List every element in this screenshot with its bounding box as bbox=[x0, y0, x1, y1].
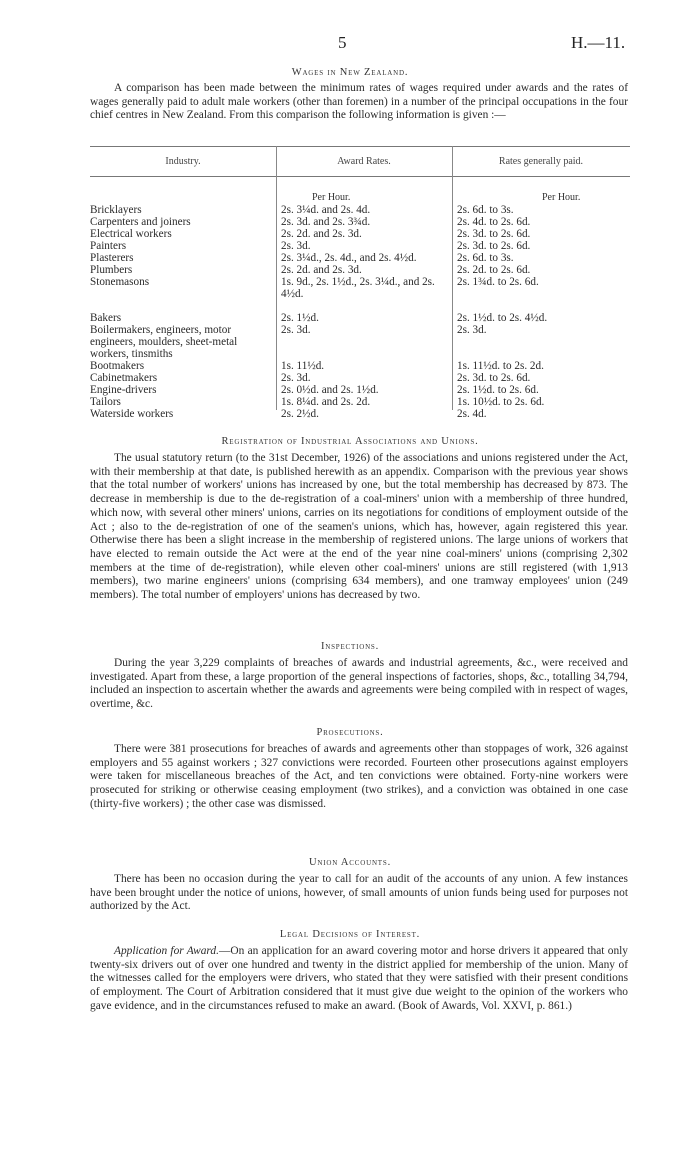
inspections-text: During the year 3,229 complaints of breaches of awards and industrial agreements, &c., were received and investigated. Apart from these, a large proportion of the general inspections of factories, shops, &c., totalling 34,794, included an inspection to ascertain whether the awards and agreements were being compiled with in respect of wages, overtime, &c. bbox=[90, 657, 628, 711]
table-cell-general: 2s. 2d. to 2s. 6d. bbox=[457, 264, 531, 276]
table-cell-industry: Stonemasons bbox=[90, 276, 150, 288]
table-cell-industry: Boilermakers, engineers, motor engineers, moulders, sheet-metal workers, tinsmiths bbox=[90, 324, 238, 360]
table-cell-industry: Waterside workers bbox=[90, 408, 174, 420]
wages-intro bbox=[90, 82, 628, 123]
wages-intro-text: A comparison has been made between the minimum rates of wages required under awards and the rates of wages generally paid to adult male workers (other than foremen) in a number of the principal occupations in the four chief centres in New Zealand. From this comparison the following information is given :— bbox=[90, 82, 628, 122]
table-cell-general: 2s. 3d. to 2s. 6d. bbox=[457, 372, 531, 384]
table-cell-industry: Bakers bbox=[90, 312, 122, 324]
prosecutions-paragraph bbox=[90, 743, 628, 812]
table-cell-award: 2s. 2d. and 2s. 3d. bbox=[281, 264, 362, 276]
table-cell-award: 2s. 2½d. bbox=[281, 408, 319, 420]
table-cell-industry: Cabinetmakers bbox=[90, 372, 158, 384]
table-cell-award: 1s. 9d., 2s. 1½d., 2s. 3¼d., and 2s. 4½d. bbox=[281, 276, 435, 300]
table-cell-award: 2s. 2d. and 2s. 3d. bbox=[281, 228, 362, 240]
table-cell-general: 2s. 1½d. to 2s. 4½d. bbox=[457, 312, 548, 324]
table-cell-industry: Painters bbox=[90, 240, 127, 252]
table-cell-general: 2s. 1½d. to 2s. 6d. bbox=[457, 384, 539, 396]
table-row bbox=[90, 409, 630, 421]
wages-table bbox=[90, 146, 630, 420]
column-header-award-rates: Award Rates. bbox=[337, 156, 391, 167]
table-top-rule bbox=[90, 146, 630, 147]
table-cell-award: 2s. 1½d. bbox=[281, 312, 319, 324]
table-cell-general: 2s. 4d. bbox=[457, 408, 487, 420]
registration-heading: Registration of Industrial Associations and Unions. bbox=[221, 436, 479, 447]
table-cell-award: 2s. 3¼d. and 2s. 4d. bbox=[281, 204, 371, 216]
registration-text: The usual statutory return (to the 31st December, 1926) of the associations and unions registered under the Act, with their membership at that date, is published herewith as an appendix. Comparison with the previous year shows that the total number of workers' unions has increased by one, but the total membership has decreased by 873. The decrease in membership is due to the de-registration of a coal-miners' union with a membership of three hundred, which now, with several other miners' unions, carries on its negotiations for conditions of employment outside of the Act ; also to the de-registration of one of the seamen's unions, which has, however, again registered this year. Otherwise there has been a slight increase in the membership of registered unions. The large unions of workers that have elected to remain outside the Act were at the end of the year nine coal-miners' unions (comprising 2,302 members at the time of de-registration), while eleven other coal-miners' unions are still registered (with 1,913 members), two marine engineers' unions (comprising 634 members), and one tramway employees' union (249 members). The total number of employers' unions has decreased by two. bbox=[90, 452, 628, 602]
table-row bbox=[90, 361, 630, 373]
column-header-general-rates: Rates generally paid. bbox=[498, 156, 584, 167]
table-cell-general: 2s. 3d. to 2s. 6d. bbox=[457, 240, 531, 252]
table-cell-award: 2s. 3d. bbox=[281, 324, 311, 336]
registration-paragraph bbox=[90, 452, 628, 603]
table-cell-general: 2s. 1¾d. to 2s. 6d. bbox=[457, 276, 539, 288]
table-cell-award: 2s. 3d. bbox=[281, 240, 311, 252]
table-cell-award: 2s. 3d. and 2s. 3¾d. bbox=[281, 216, 371, 228]
legal-heading: Legal Decisions of Interest. bbox=[279, 929, 421, 940]
table-cell-industry: Carpenters and joiners bbox=[90, 216, 191, 228]
legal-paragraph bbox=[90, 945, 628, 1014]
table-cell-general: 2s. 6d. to 3s. bbox=[457, 252, 514, 264]
legal-text bbox=[90, 945, 628, 1014]
table-cell-general: 1s. 10½d. to 2s. 6d. bbox=[457, 396, 545, 408]
legal-lead: Application for Award. bbox=[114, 945, 219, 957]
award-unit-label: Per Hour. bbox=[312, 192, 351, 203]
table-cell-general: 2s. 4d. to 2s. 6d. bbox=[457, 216, 531, 228]
table-cell-general: 1s. 11½d. to 2s. 2d. bbox=[457, 360, 544, 372]
document-reference: H.—11. bbox=[571, 33, 626, 52]
table-cell-general: 2s. 6d. to 3s. bbox=[457, 204, 514, 216]
table-cell-industry: Bootmakers bbox=[90, 360, 145, 372]
prosecutions-heading: Prosecutions. bbox=[316, 727, 384, 738]
general-unit-label: Per Hour. bbox=[542, 192, 581, 203]
table-cell-industry: Plasterers bbox=[90, 252, 134, 264]
table-row bbox=[90, 277, 630, 301]
union-accounts-paragraph bbox=[90, 873, 628, 914]
table-cell-award: 2s. 3d. bbox=[281, 372, 311, 384]
table-row bbox=[90, 229, 630, 241]
page-number: 5 bbox=[338, 33, 347, 52]
table-cell-industry: Plumbers bbox=[90, 264, 133, 276]
table-cell-industry: Tailors bbox=[90, 396, 121, 408]
table-cell-award: 1s. 8¼d. and 2s. 2d. bbox=[281, 396, 371, 408]
union-accounts-heading: Union Accounts. bbox=[308, 857, 391, 868]
table-cell-award: 1s. 11½d. bbox=[281, 360, 325, 372]
inspections-paragraph bbox=[90, 657, 628, 712]
table-cell-industry: Engine-drivers bbox=[90, 384, 157, 396]
table-row bbox=[90, 325, 630, 361]
table-cell-industry: Electrical workers bbox=[90, 228, 172, 240]
column-header-industry: Industry. bbox=[165, 156, 201, 167]
table-header-rule bbox=[90, 176, 630, 177]
union-accounts-text: There has been no occasion during the year to call for an audit of the accounts of any union. A few instances have been brought under the notice of unions, however, of small amounts of union funds being used for purposes not authorized by the Act. bbox=[90, 873, 628, 913]
table-cell-award: 2s. 3¼d., 2s. 4d., and 2s. 4½d. bbox=[281, 252, 417, 264]
wages-heading: Wages in New Zealand. bbox=[291, 67, 409, 78]
prosecutions-text: There were 381 prosecutions for breaches of awards and agreements other than stoppages of work, 326 against employers and 55 against workers ; 327 convictions were recorded. Fourteen other prosecutions against employers were taken for miscellaneous breaches of the Act, and ten convictions were obtained. Forty-nine workers were prosecuted for striking or otherwise ceasing employment (two strikes), and a conviction was obtained in one case (thirty-five workers) ; the other case was dismissed. bbox=[90, 743, 628, 810]
table-cell-award: 2s. 0½d. and 2s. 1½d. bbox=[281, 384, 379, 396]
table-cell-general: 2s. 3d. to 2s. 6d. bbox=[457, 228, 531, 240]
table-cell-industry: Bricklayers bbox=[90, 204, 142, 216]
table-cell-general: 2s. 3d. bbox=[457, 324, 487, 336]
legal-body: —On an application for an award covering motor and horse drivers it appeared that only twenty-six drivers out of over one hundred and twenty in the district applied for membership of the union. Many of the witnesses called for the employers were drivers, who stated that they were satisfied with their present conditions of employment. The Court of Arbitration considered that it must give due weight to the opinion of the workers who gave evidence, and in the circumstances refused to make an award. (Book of Awards, Vol. XXVI, p. 861.) bbox=[90, 945, 629, 1012]
inspections-heading: Inspections. bbox=[320, 641, 380, 652]
